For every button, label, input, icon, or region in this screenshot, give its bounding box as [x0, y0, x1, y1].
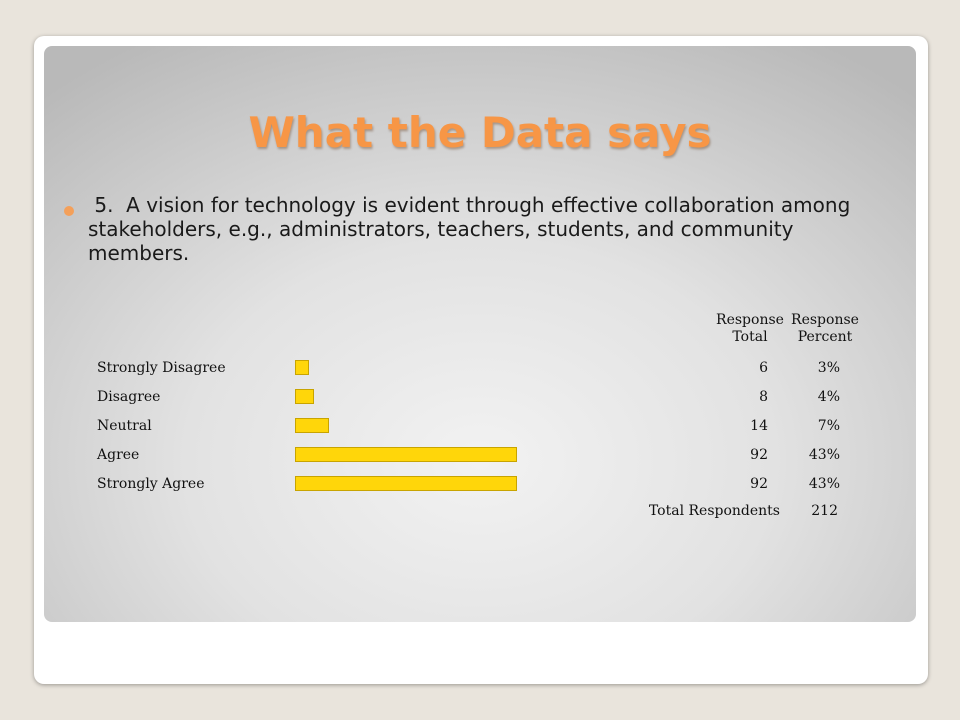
header-response-percent	[786, 312, 864, 346]
bar	[295, 447, 517, 462]
bar	[295, 389, 314, 404]
header-total-line2: Total	[732, 329, 768, 345]
bar	[295, 360, 309, 375]
response-total-value: 6	[759, 360, 768, 376]
response-total-value: 14	[750, 418, 768, 434]
bullet-dot	[64, 206, 74, 216]
response-total-value: 92	[750, 447, 768, 463]
bar	[295, 418, 329, 433]
response-percent-value: 43%	[808, 447, 840, 463]
response-total-value: 92	[750, 476, 768, 492]
bar	[295, 476, 517, 491]
header-total-line1: Response	[716, 312, 784, 328]
header-percent-line1: Response	[791, 312, 859, 328]
response-total-value: 8	[759, 389, 768, 405]
body-text: 5. A vision for technology is evident through effective collaboration among stakeholders, e.g., administrators, teachers, students, and community members.	[88, 193, 857, 265]
response-percent-value: 3%	[817, 360, 840, 376]
response-percent-value: 7%	[817, 418, 840, 434]
header-response-total	[712, 312, 788, 346]
total-respondents-label: Total Respondents	[648, 503, 780, 519]
category-label: Neutral	[97, 418, 152, 434]
category-label: Disagree	[97, 389, 161, 405]
response-percent-value: 4%	[817, 389, 840, 405]
category-label: Agree	[97, 447, 140, 463]
response-percent-value: 43%	[808, 476, 840, 492]
category-label: Strongly Disagree	[97, 360, 226, 376]
total-respondents-value: 212	[811, 503, 838, 519]
slide-title: What the Data says	[248, 108, 712, 157]
header-percent-line2: Percent	[797, 329, 853, 345]
category-label: Strongly Agree	[97, 476, 205, 492]
